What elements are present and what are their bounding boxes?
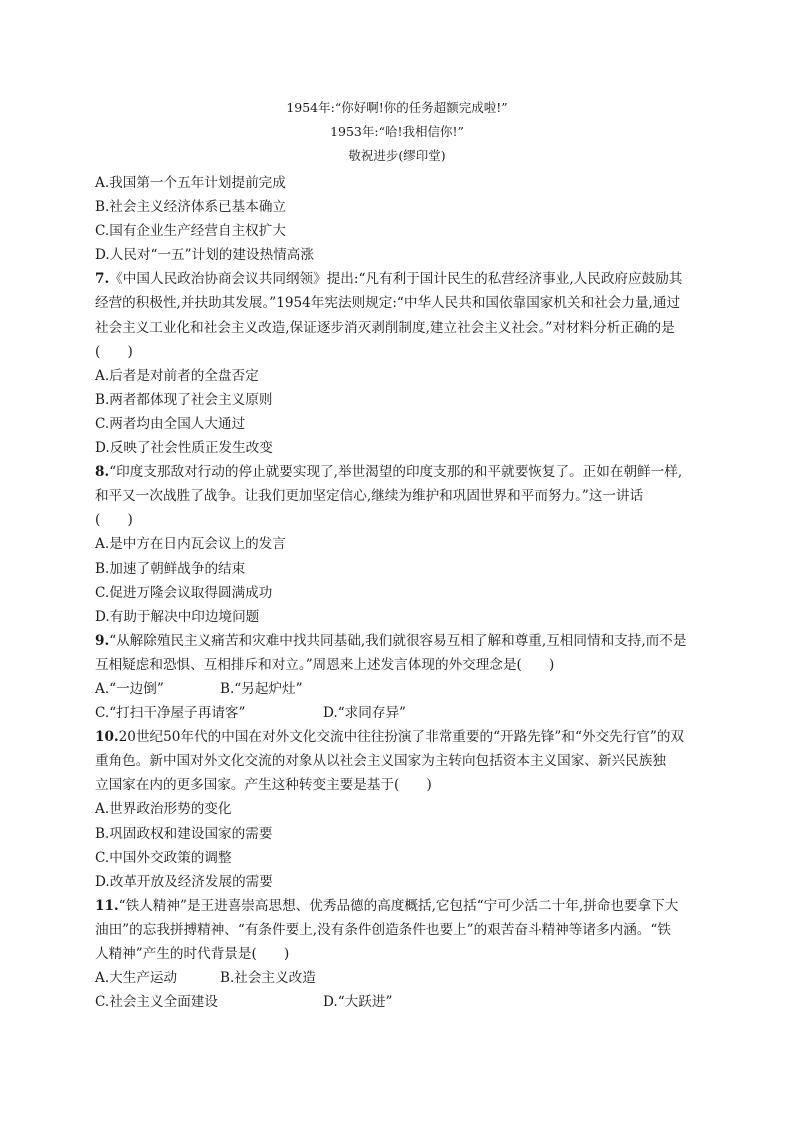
q6-option-a[interactable]: A.我国第一个五年计划提前完成 (95, 175, 286, 191)
q7-stem-line-3: 社会主义工业化和社会主义改造,保证逐步消灭剥削制度,建立社会主义社会。”对材料分析正确的是 (95, 319, 675, 336)
q10-stem-line-2: 重角色。新中国对外文化交流的对象从以社会主义国家为主转向包括资本主义国家、新兴民族独 (95, 753, 666, 770)
q7-option-c[interactable]: C.两者均由全国人大通过 (95, 415, 246, 432)
q9-stem-line-2: 互相疑虑和恐惧、互相排斥和对立。”周恩来上述发言体现的外交理念是( ) (95, 656, 555, 673)
q6-option-b[interactable]: B.社会主义经济体系已基本确立 (95, 199, 287, 216)
q11-stem-line-1: 11.“铁人精神”是王进喜崇高思想、优秀品德的高度概括,它包括“宁可少活二十年,拼命也要拿下大 (95, 897, 679, 914)
q8-option-d[interactable]: D.有助于解决中印边境问题 (95, 608, 260, 625)
q9-option-a[interactable]: A.“一边倒” (95, 680, 164, 697)
q8-stem-line-1: 8.“印度支那敌对行动的停止就要实现了,举世渴望的印度支那的和平就要恢复了。正如在朝鲜一样, (95, 464, 683, 481)
q11-option-a[interactable]: A.大生产运动 (95, 970, 178, 987)
q10-number: 10. (95, 729, 119, 746)
q8-option-a[interactable]: A.是中方在日内瓦会议上的发言 (95, 536, 286, 553)
q9-options-row-2 (95, 701, 705, 725)
q11-options-row-1 (95, 966, 705, 990)
question-list (95, 171, 705, 1014)
q7-stem-line-1: 7.《中国人民政治协商会议共同纲领》提出:“凡有利于国计民生的私营经济事业,人民政府应鼓励其 (95, 271, 683, 288)
q6-option-d[interactable]: D.人民对“一五”计划的建设热情高涨 (95, 247, 314, 264)
q8-option-c[interactable]: C.促进万隆会议取得圆满成功 (95, 584, 273, 601)
cartoon-credit: 敬祝进步(缪印堂) (348, 148, 446, 163)
q7-number: 7. (95, 271, 110, 288)
q10-option-a[interactable]: A.世界政治形势的变化 (95, 801, 232, 818)
q6-option-c[interactable]: C.国有企业生产经营自主权扩大 (95, 223, 286, 240)
q9-option-c[interactable]: C.“打扫干净屋子再请客” (95, 705, 246, 722)
q7-option-b[interactable]: B.两者都体现了社会主义原则 (95, 391, 273, 408)
q8-number: 8. (95, 464, 110, 481)
q10-option-b[interactable]: B.巩固政权和建设国家的需要 (95, 825, 273, 842)
q11-option-d[interactable]: D.“大跃进” (323, 994, 393, 1011)
q10-option-c[interactable]: C.中国外交政策的调整 (95, 849, 232, 866)
q9-stem-line-1: 9.“从解除殖民主义痛苦和灾难中找共同基础,我们就很容易互相了解和尊重,互相同情和支持,而不是 (95, 632, 687, 649)
q10-stem-line-1: 10.20世纪50年代的中国在对外文化交流中往往扮演了非常重要的“开路先锋”和“外交先行官”的双 (95, 729, 685, 746)
cartoon-caption-1954: 1954年:“你好啊!你的任务超额完成啦!” (286, 100, 508, 115)
q11-option-c[interactable]: C.社会主义全面建设 (95, 994, 218, 1011)
q8-stem-line-2: 和平又一次战胜了战争。让我们更加坚定信心,继续为维护和巩固世界和平而努力。”这一讲话 (95, 488, 644, 505)
q7-option-d[interactable]: D.反映了社会性质正发生改变 (95, 440, 273, 457)
q9-options-row-1 (95, 677, 705, 701)
q11-option-b[interactable]: B.社会主义改造 (220, 970, 316, 987)
q7-option-a[interactable]: A.后者是对前者的全盘否定 (95, 367, 259, 384)
cartoon-caption-1953: 1953年:“哈!我相信你!” (330, 124, 464, 139)
q9-number: 9. (95, 632, 110, 649)
q8-option-b[interactable]: B.加速了朝鲜战争的结束 (95, 560, 246, 577)
q9-option-d[interactable]: D.“求同存异” (323, 705, 407, 722)
q7-stem-line-2: 经营的积极性,并扶助其发展。”1954年宪法则规定:“中华人民共和国依靠国家机关和社会力量,通过 (95, 295, 681, 312)
q9-option-b[interactable]: B.“另起炉灶” (220, 680, 303, 697)
q11-options-row-2 (95, 990, 705, 1014)
q10-option-d[interactable]: D.改革开放及经济发展的需要 (95, 873, 273, 890)
q10-stem-line-3: 立国家在内的更多国家。产生这种转变主要是基于( ) (95, 777, 432, 794)
q8-answer-blank: ( ) (95, 512, 133, 529)
q7-answer-blank: ( ) (95, 343, 133, 360)
q11-stem-line-3: 人精神”产生的时代背景是( ) (95, 946, 290, 962)
q11-number: 11. (95, 897, 119, 914)
q11-stem-line-2: 油田”的忘我拼搏精神、“有条件要上,没有条件创造条件也要上”的艰苦奋斗精神等诸多内涵。“铁 (95, 921, 671, 938)
